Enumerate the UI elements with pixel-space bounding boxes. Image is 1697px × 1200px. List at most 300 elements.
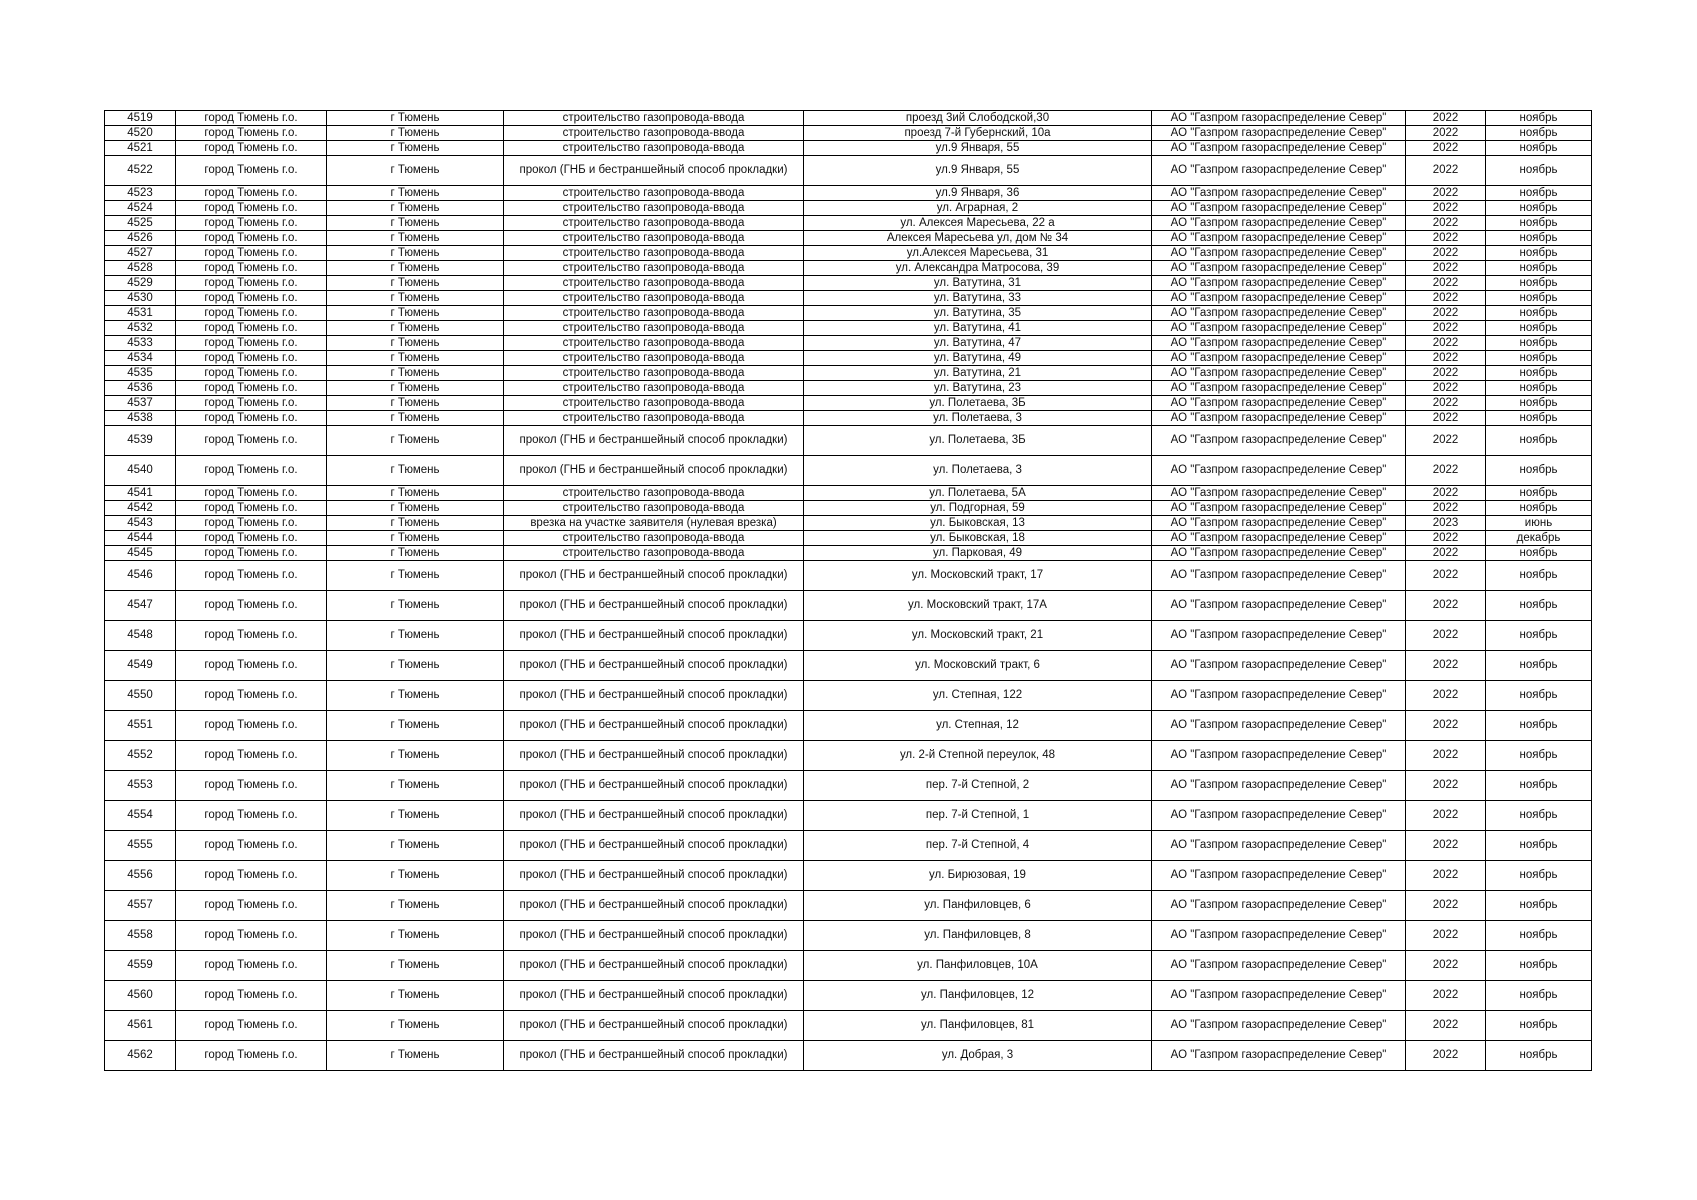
settlement-cell: г Тюмень [327, 246, 504, 261]
address-cell: ул. 2-й Степной переулок, 48 [804, 741, 1152, 771]
row-number-cell: 4531 [105, 306, 176, 321]
work-type-cell: строительство газопровода-ввода [504, 276, 804, 291]
settlement-cell: г Тюмень [327, 486, 504, 501]
work-type-cell: строительство газопровода-ввода [504, 111, 804, 126]
municipality-cell: город Тюмень г.о. [176, 201, 327, 216]
municipality-cell: город Тюмень г.о. [176, 276, 327, 291]
year-cell: 2022 [1406, 741, 1486, 771]
address-cell: ул. Панфиловцев, 81 [804, 1011, 1152, 1041]
year-cell: 2022 [1406, 351, 1486, 366]
address-cell: ул.9 Января, 55 [804, 156, 1152, 186]
municipality-cell: город Тюмень г.о. [176, 951, 327, 981]
settlement-cell: г Тюмень [327, 531, 504, 546]
settlement-cell: г Тюмень [327, 516, 504, 531]
work-type-cell: строительство газопровода-ввода [504, 126, 804, 141]
row-number-cell: 4561 [105, 1011, 176, 1041]
row-number-cell: 4541 [105, 486, 176, 501]
organization-cell: АО "Газпром газораспределение Север" [1152, 246, 1406, 261]
row-number-cell: 4534 [105, 351, 176, 366]
settlement-cell: г Тюмень [327, 201, 504, 216]
municipality-cell: город Тюмень г.о. [176, 366, 327, 381]
work-type-cell: прокол (ГНБ и бестраншейный способ прокладки) [504, 921, 804, 951]
work-type-cell: прокол (ГНБ и бестраншейный способ прокладки) [504, 681, 804, 711]
address-cell: ул. Ватутина, 35 [804, 306, 1152, 321]
organization-cell: АО "Газпром газораспределение Север" [1152, 351, 1406, 366]
year-cell: 2022 [1406, 801, 1486, 831]
row-number-cell: 4558 [105, 921, 176, 951]
row-number-cell: 4538 [105, 411, 176, 426]
row-number-cell: 4540 [105, 456, 176, 486]
organization-cell: АО "Газпром газораспределение Север" [1152, 921, 1406, 951]
municipality-cell: город Тюмень г.о. [176, 591, 327, 621]
year-cell: 2022 [1406, 246, 1486, 261]
settlement-cell: г Тюмень [327, 546, 504, 561]
organization-cell: АО "Газпром газораспределение Север" [1152, 951, 1406, 981]
row-number-cell: 4543 [105, 516, 176, 531]
year-cell: 2022 [1406, 411, 1486, 426]
month-cell: ноябрь [1486, 201, 1592, 216]
work-type-cell: строительство газопровода-ввода [504, 531, 804, 546]
municipality-cell: город Тюмень г.о. [176, 156, 327, 186]
table-row [105, 201, 1592, 216]
year-cell: 2022 [1406, 156, 1486, 186]
organization-cell: АО "Газпром газораспределение Север" [1152, 591, 1406, 621]
year-cell: 2022 [1406, 456, 1486, 486]
month-cell: ноябрь [1486, 591, 1592, 621]
row-number-cell: 4546 [105, 561, 176, 591]
month-cell: ноябрь [1486, 381, 1592, 396]
table-row [105, 456, 1592, 486]
table-row [105, 231, 1592, 246]
municipality-cell: город Тюмень г.о. [176, 831, 327, 861]
municipality-cell: город Тюмень г.о. [176, 891, 327, 921]
row-number-cell: 4526 [105, 231, 176, 246]
organization-cell: АО "Газпром газораспределение Север" [1152, 261, 1406, 276]
table-row [105, 381, 1592, 396]
row-number-cell: 4550 [105, 681, 176, 711]
municipality-cell: город Тюмень г.о. [176, 351, 327, 366]
table-row [105, 591, 1592, 621]
month-cell: ноябрь [1486, 276, 1592, 291]
month-cell: ноябрь [1486, 486, 1592, 501]
table-row [105, 771, 1592, 801]
municipality-cell: город Тюмень г.о. [176, 456, 327, 486]
data-table [104, 110, 1592, 1071]
year-cell: 2022 [1406, 201, 1486, 216]
year-cell: 2022 [1406, 621, 1486, 651]
work-type-cell: строительство газопровода-ввода [504, 291, 804, 306]
table-row [105, 216, 1592, 231]
row-number-cell: 4559 [105, 951, 176, 981]
row-number-cell: 4555 [105, 831, 176, 861]
year-cell: 2023 [1406, 516, 1486, 531]
month-cell: ноябрь [1486, 216, 1592, 231]
address-cell: ул. Ватутина, 47 [804, 336, 1152, 351]
table-row [105, 831, 1592, 861]
settlement-cell: г Тюмень [327, 111, 504, 126]
municipality-cell: город Тюмень г.о. [176, 801, 327, 831]
table-row [105, 351, 1592, 366]
municipality-cell: город Тюмень г.о. [176, 981, 327, 1011]
organization-cell: АО "Газпром газораспределение Север" [1152, 981, 1406, 1011]
work-type-cell: строительство газопровода-ввода [504, 351, 804, 366]
work-type-cell: прокол (ГНБ и бестраншейный способ прокладки) [504, 771, 804, 801]
municipality-cell: город Тюмень г.о. [176, 1041, 327, 1071]
organization-cell: АО "Газпром газораспределение Север" [1152, 486, 1406, 501]
row-number-cell: 4539 [105, 426, 176, 456]
row-number-cell: 4524 [105, 201, 176, 216]
settlement-cell: г Тюмень [327, 156, 504, 186]
work-type-cell: прокол (ГНБ и бестраншейный способ прокладки) [504, 1011, 804, 1041]
table-row [105, 531, 1592, 546]
table-row [105, 486, 1592, 501]
year-cell: 2022 [1406, 396, 1486, 411]
month-cell: ноябрь [1486, 501, 1592, 516]
work-type-cell: строительство газопровода-ввода [504, 141, 804, 156]
work-type-cell: прокол (ГНБ и бестраншейный способ прокладки) [504, 951, 804, 981]
organization-cell: АО "Газпром газораспределение Север" [1152, 321, 1406, 336]
settlement-cell: г Тюмень [327, 981, 504, 1011]
year-cell: 2022 [1406, 651, 1486, 681]
row-number-cell: 4532 [105, 321, 176, 336]
month-cell: ноябрь [1486, 396, 1592, 411]
year-cell: 2022 [1406, 921, 1486, 951]
municipality-cell: город Тюмень г.о. [176, 861, 327, 891]
year-cell: 2022 [1406, 336, 1486, 351]
address-cell: ул. Александра Матросова, 39 [804, 261, 1152, 276]
month-cell: ноябрь [1486, 366, 1592, 381]
table-row [105, 156, 1592, 186]
settlement-cell: г Тюмень [327, 261, 504, 276]
work-type-cell: строительство газопровода-ввода [504, 261, 804, 276]
work-type-cell: строительство газопровода-ввода [504, 501, 804, 516]
month-cell: ноябрь [1486, 651, 1592, 681]
organization-cell: АО "Газпром газораспределение Север" [1152, 561, 1406, 591]
settlement-cell: г Тюмень [327, 591, 504, 621]
work-type-cell: строительство газопровода-ввода [504, 366, 804, 381]
address-cell: ул. Панфиловцев, 6 [804, 891, 1152, 921]
organization-cell: АО "Газпром газораспределение Север" [1152, 141, 1406, 156]
address-cell: ул. Подгорная, 59 [804, 501, 1152, 516]
month-cell: июнь [1486, 516, 1592, 531]
table-row [105, 321, 1592, 336]
table-row [105, 951, 1592, 981]
work-type-cell: прокол (ГНБ и бестраншейный способ прокладки) [504, 861, 804, 891]
table-row [105, 261, 1592, 276]
year-cell: 2022 [1406, 366, 1486, 381]
month-cell: ноябрь [1486, 336, 1592, 351]
municipality-cell: город Тюмень г.о. [176, 291, 327, 306]
address-cell: ул. Быковская, 18 [804, 531, 1152, 546]
settlement-cell: г Тюмень [327, 366, 504, 381]
address-cell: Алексея Маресьева ул, дом № 34 [804, 231, 1152, 246]
row-number-cell: 4548 [105, 621, 176, 651]
organization-cell: АО "Газпром газораспределение Север" [1152, 426, 1406, 456]
work-type-cell: строительство газопровода-ввода [504, 186, 804, 201]
municipality-cell: город Тюмень г.о. [176, 411, 327, 426]
address-cell: ул. Ватутина, 41 [804, 321, 1152, 336]
settlement-cell: г Тюмень [327, 336, 504, 351]
row-number-cell: 4544 [105, 531, 176, 546]
organization-cell: АО "Газпром газораспределение Север" [1152, 891, 1406, 921]
work-type-cell: прокол (ГНБ и бестраншейный способ прокладки) [504, 426, 804, 456]
municipality-cell: город Тюмень г.о. [176, 486, 327, 501]
month-cell: ноябрь [1486, 156, 1592, 186]
address-cell: ул. Полетаева, 5А [804, 486, 1152, 501]
table-row [105, 516, 1592, 531]
address-cell: ул. Степная, 12 [804, 711, 1152, 741]
row-number-cell: 4521 [105, 141, 176, 156]
row-number-cell: 4552 [105, 741, 176, 771]
settlement-cell: г Тюмень [327, 921, 504, 951]
table-row [105, 801, 1592, 831]
settlement-cell: г Тюмень [327, 456, 504, 486]
organization-cell: АО "Газпром газораспределение Север" [1152, 186, 1406, 201]
organization-cell: АО "Газпром газораспределение Север" [1152, 771, 1406, 801]
settlement-cell: г Тюмень [327, 1041, 504, 1071]
municipality-cell: город Тюмень г.о. [176, 426, 327, 456]
month-cell: ноябрь [1486, 126, 1592, 141]
year-cell: 2022 [1406, 951, 1486, 981]
work-type-cell: строительство газопровода-ввода [504, 411, 804, 426]
work-type-cell: строительство газопровода-ввода [504, 486, 804, 501]
organization-cell: АО "Газпром газораспределение Север" [1152, 501, 1406, 516]
month-cell: ноябрь [1486, 981, 1592, 1011]
work-type-cell: прокол (ГНБ и бестраншейный способ прокладки) [504, 651, 804, 681]
settlement-cell: г Тюмень [327, 381, 504, 396]
year-cell: 2022 [1406, 831, 1486, 861]
address-cell: ул. Ватутина, 49 [804, 351, 1152, 366]
row-number-cell: 4557 [105, 891, 176, 921]
year-cell: 2022 [1406, 426, 1486, 456]
address-cell: ул. Ватутина, 31 [804, 276, 1152, 291]
month-cell: ноябрь [1486, 306, 1592, 321]
work-type-cell: строительство газопровода-ввода [504, 246, 804, 261]
municipality-cell: город Тюмень г.о. [176, 261, 327, 276]
settlement-cell: г Тюмень [327, 1011, 504, 1041]
row-number-cell: 4519 [105, 111, 176, 126]
municipality-cell: город Тюмень г.о. [176, 561, 327, 591]
address-cell: ул. Бирюзовая, 19 [804, 861, 1152, 891]
work-type-cell: строительство газопровода-ввода [504, 381, 804, 396]
year-cell: 2022 [1406, 261, 1486, 276]
table-row [105, 651, 1592, 681]
table-row [105, 681, 1592, 711]
settlement-cell: г Тюмень [327, 396, 504, 411]
row-number-cell: 4542 [105, 501, 176, 516]
month-cell: ноябрь [1486, 621, 1592, 651]
work-type-cell: прокол (ГНБ и бестраншейный способ прокладки) [504, 801, 804, 831]
settlement-cell: г Тюмень [327, 411, 504, 426]
table-row [105, 426, 1592, 456]
row-number-cell: 4545 [105, 546, 176, 561]
month-cell: ноябрь [1486, 411, 1592, 426]
year-cell: 2022 [1406, 381, 1486, 396]
settlement-cell: г Тюмень [327, 801, 504, 831]
table-body [105, 111, 1592, 1071]
organization-cell: АО "Газпром газораспределение Север" [1152, 516, 1406, 531]
address-cell: ул. Московский тракт, 17 [804, 561, 1152, 591]
municipality-cell: город Тюмень г.о. [176, 546, 327, 561]
address-cell: ул. Московский тракт, 21 [804, 621, 1152, 651]
row-number-cell: 4533 [105, 336, 176, 351]
settlement-cell: г Тюмень [327, 621, 504, 651]
row-number-cell: 4523 [105, 186, 176, 201]
address-cell: ул. Ватутина, 21 [804, 366, 1152, 381]
month-cell: ноябрь [1486, 801, 1592, 831]
work-type-cell: прокол (ГНБ и бестраншейный способ прокладки) [504, 981, 804, 1011]
organization-cell: АО "Газпром газораспределение Север" [1152, 546, 1406, 561]
row-number-cell: 4537 [105, 396, 176, 411]
row-number-cell: 4522 [105, 156, 176, 186]
settlement-cell: г Тюмень [327, 426, 504, 456]
year-cell: 2022 [1406, 486, 1486, 501]
settlement-cell: г Тюмень [327, 276, 504, 291]
table-row [105, 246, 1592, 261]
address-cell: ул. Полетаева, 3 [804, 456, 1152, 486]
table-row [105, 741, 1592, 771]
work-type-cell: прокол (ГНБ и бестраншейный способ прокладки) [504, 831, 804, 861]
address-cell: ул. Московский тракт, 17А [804, 591, 1152, 621]
year-cell: 2022 [1406, 771, 1486, 801]
settlement-cell: г Тюмень [327, 291, 504, 306]
address-cell: пер. 7-й Степной, 2 [804, 771, 1152, 801]
address-cell: проезд 7-й Губернский, 10а [804, 126, 1152, 141]
organization-cell: АО "Газпром газораспределение Север" [1152, 831, 1406, 861]
table-row [105, 921, 1592, 951]
address-cell: пер. 7-й Степной, 4 [804, 831, 1152, 861]
row-number-cell: 4554 [105, 801, 176, 831]
settlement-cell: г Тюмень [327, 306, 504, 321]
row-number-cell: 4560 [105, 981, 176, 1011]
row-number-cell: 4551 [105, 711, 176, 741]
row-number-cell: 4527 [105, 246, 176, 261]
municipality-cell: город Тюмень г.о. [176, 216, 327, 231]
organization-cell: АО "Газпром газораспределение Север" [1152, 681, 1406, 711]
year-cell: 2022 [1406, 141, 1486, 156]
year-cell: 2022 [1406, 501, 1486, 516]
row-number-cell: 4562 [105, 1041, 176, 1071]
table-row [105, 891, 1592, 921]
month-cell: ноябрь [1486, 426, 1592, 456]
year-cell: 2022 [1406, 546, 1486, 561]
organization-cell: АО "Газпром газораспределение Север" [1152, 651, 1406, 681]
table-row [105, 546, 1592, 561]
organization-cell: АО "Газпром газораспределение Север" [1152, 1011, 1406, 1041]
month-cell: ноябрь [1486, 231, 1592, 246]
table-row [105, 276, 1592, 291]
month-cell: ноябрь [1486, 1011, 1592, 1041]
organization-cell: АО "Газпром газораспределение Север" [1152, 411, 1406, 426]
month-cell: ноябрь [1486, 291, 1592, 306]
work-type-cell: прокол (ГНБ и бестраншейный способ прокладки) [504, 456, 804, 486]
month-cell: декабрь [1486, 531, 1592, 546]
table-row [105, 411, 1592, 426]
table-row [105, 111, 1592, 126]
year-cell: 2022 [1406, 711, 1486, 741]
table-row [105, 336, 1592, 351]
settlement-cell: г Тюмень [327, 186, 504, 201]
address-cell: ул. Полетаева, 3Б [804, 426, 1152, 456]
table-row [105, 126, 1592, 141]
organization-cell: АО "Газпром газораспределение Север" [1152, 861, 1406, 891]
work-type-cell: прокол (ГНБ и бестраншейный способ прокладки) [504, 561, 804, 591]
organization-cell: АО "Газпром газораспределение Север" [1152, 276, 1406, 291]
settlement-cell: г Тюмень [327, 681, 504, 711]
address-cell: ул. Панфиловцев, 10А [804, 951, 1152, 981]
work-type-cell: строительство газопровода-ввода [504, 216, 804, 231]
municipality-cell: город Тюмень г.о. [176, 681, 327, 711]
work-type-cell: прокол (ГНБ и бестраншейный способ прокладки) [504, 711, 804, 741]
table-row [105, 1011, 1592, 1041]
row-number-cell: 4536 [105, 381, 176, 396]
table-row [105, 396, 1592, 411]
municipality-cell: город Тюмень г.о. [176, 651, 327, 681]
row-number-cell: 4528 [105, 261, 176, 276]
settlement-cell: г Тюмень [327, 711, 504, 741]
month-cell: ноябрь [1486, 771, 1592, 801]
work-type-cell: прокол (ГНБ и бестраншейный способ прокладки) [504, 891, 804, 921]
year-cell: 2022 [1406, 981, 1486, 1011]
organization-cell: АО "Газпром газораспределение Север" [1152, 201, 1406, 216]
row-number-cell: 4547 [105, 591, 176, 621]
municipality-cell: город Тюмень г.о. [176, 336, 327, 351]
address-cell: ул. Добрая, 3 [804, 1041, 1152, 1071]
work-type-cell: прокол (ГНБ и бестраншейный способ прокладки) [504, 1041, 804, 1071]
address-cell: ул.Алексея Маресьева, 31 [804, 246, 1152, 261]
organization-cell: АО "Газпром газораспределение Север" [1152, 111, 1406, 126]
municipality-cell: город Тюмень г.о. [176, 186, 327, 201]
organization-cell: АО "Газпром газораспределение Север" [1152, 396, 1406, 411]
address-cell: ул. Аграрная, 2 [804, 201, 1152, 216]
table-row [105, 501, 1592, 516]
row-number-cell: 4529 [105, 276, 176, 291]
organization-cell: АО "Газпром газораспределение Север" [1152, 366, 1406, 381]
month-cell: ноябрь [1486, 351, 1592, 366]
year-cell: 2022 [1406, 681, 1486, 711]
work-type-cell: врезка на участке заявителя (нулевая врезка) [504, 516, 804, 531]
month-cell: ноябрь [1486, 831, 1592, 861]
year-cell: 2022 [1406, 186, 1486, 201]
settlement-cell: г Тюмень [327, 321, 504, 336]
municipality-cell: город Тюмень г.о. [176, 306, 327, 321]
organization-cell: АО "Газпром газораспределение Север" [1152, 621, 1406, 651]
work-type-cell: строительство газопровода-ввода [504, 321, 804, 336]
year-cell: 2022 [1406, 591, 1486, 621]
municipality-cell: город Тюмень г.о. [176, 711, 327, 741]
settlement-cell: г Тюмень [327, 831, 504, 861]
municipality-cell: город Тюмень г.о. [176, 771, 327, 801]
address-cell: ул. Алексея Маресьева, 22 а [804, 216, 1152, 231]
municipality-cell: город Тюмень г.о. [176, 516, 327, 531]
month-cell: ноябрь [1486, 456, 1592, 486]
month-cell: ноябрь [1486, 861, 1592, 891]
address-cell: ул. Ватутина, 33 [804, 291, 1152, 306]
year-cell: 2022 [1406, 321, 1486, 336]
organization-cell: АО "Газпром газораспределение Север" [1152, 801, 1406, 831]
row-number-cell: 4520 [105, 126, 176, 141]
municipality-cell: город Тюмень г.о. [176, 741, 327, 771]
organization-cell: АО "Газпром газораспределение Север" [1152, 156, 1406, 186]
month-cell: ноябрь [1486, 246, 1592, 261]
year-cell: 2022 [1406, 306, 1486, 321]
row-number-cell: 4556 [105, 861, 176, 891]
work-type-cell: строительство газопровода-ввода [504, 201, 804, 216]
month-cell: ноябрь [1486, 261, 1592, 276]
address-cell: ул. Панфиловцев, 12 [804, 981, 1152, 1011]
organization-cell: АО "Газпром газораспределение Север" [1152, 381, 1406, 396]
address-cell: ул. Ватутина, 23 [804, 381, 1152, 396]
